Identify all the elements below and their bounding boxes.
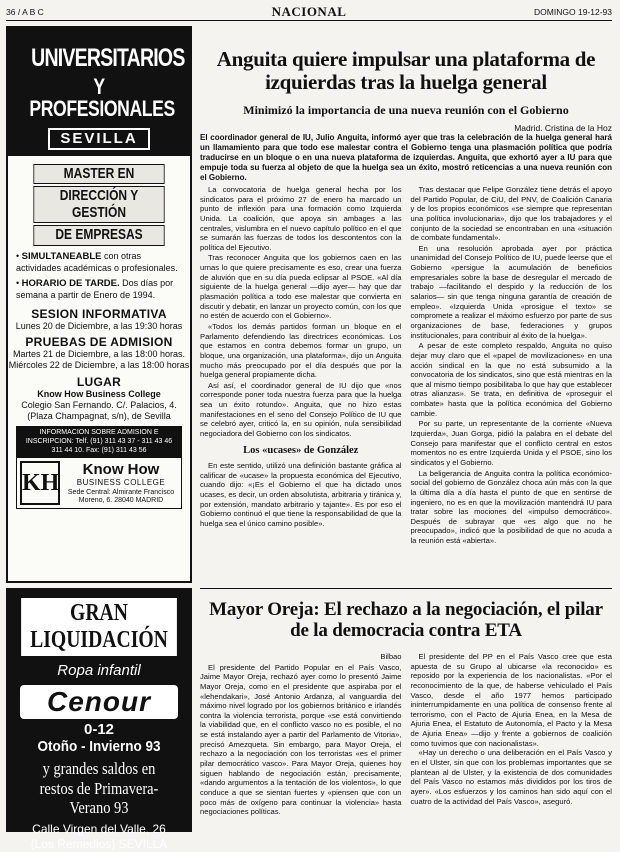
- article-2-body: [200, 652, 612, 834]
- paragraph: En una resolución aprobada ayer por práctica unanimidad del Consejo Político de IU, puede leerse que el Gobierno «persigue la acumulación de beneficios empresariales sobre la base de desregular el mercado de trabajo —facilitando el despido y la reducción de los salarios— sin que tenga ninguna garantía de creación de empleo». «Izquierda Unida «prosigue el texto» se compromete a realizar el máximo esfuerzo por parte de sus organizaciones de base, federaciones y grupos institucionales, para contribuir al éxito de la huelga».: [410, 243, 612, 340]
- brand-sub: BUSINESS COLLEGE: [76, 477, 166, 487]
- paragraph: Por su parte, un representante de la corriente «Nueva Izquierda», Juan Gorga, pidió la palabra en el debate del Consejo para manifestar que el conflicto central en estos momentos no es entre Izquierda Unida y el PSOE, sino los sindicatos y el Gobierno.: [410, 419, 612, 467]
- sale-title: GRAN LIQUIDACIÓN: [21, 598, 177, 656]
- bullet-text: Dos días por semana a partir de Enero de 1994.: [16, 277, 174, 300]
- paragraph: En este sentido, utilizó una definición bastante gráfica al calificar de «ucase» la propuesta económica del Ejecutivo, cuando dijo: «¡Es el Gobierno el que ha dictado unos ucases, es decir, un orden absolutista, arbitraria y tiránica y, por extensión, mandato arbitrario y tajante». Es por eso el Gobierno continuó el que tiene la responsabilidad de que la huelga sea el único camino posible».: [200, 460, 402, 528]
- sale-line: Ropa infantil: [57, 662, 141, 679]
- paragraph: El presidente del PP en el País Vasco cree que esta apuesta de su Grupo al ubicarse «la reconocido» es reposido por la experiencia de los nacionalistas. «Por el reconocimiento de la que, de haberse vehiculado el País Vasco, desde el año 1977 hemos participado ininterrumpidamente en una política de consenso frente al terrorismo, con el Pacto de Ajuria Enea, en la Mesa de Ajuria Enea, el Estatuto de Autonomía, el Pacto y la Mesa de Ajuria Enea» —dijo y frente a gobiernos de coalición como tuvimos que con nacionalistas».: [410, 652, 612, 748]
- page-number: 36 / A B C: [6, 7, 44, 17]
- article-1-column-1: [200, 185, 402, 583]
- knowhow-logo-icon: KH: [20, 461, 60, 505]
- paragraph: «Todos los demás partidos forman un bloque en el Parlamento defendiendo las directrices económicas. Los que estamos en contra debemos formar un grupo, un bloque, una organización, una plataforma», dijo un Anguita mucho más preocupado por el día después que por la huelga general propiamente dicha.: [200, 321, 402, 380]
- article-1-lead: El coordinador general de IU, Julio Anguita, informó ayer que tras la celebración de la huelga general hará un llamamiento para que todo ese malestar contra el Gobierno tenga una plasmación política que podría traducirse en un bloque o en una nueva plataforma de izquierdas. Anguita, que exhortó ayer a IU para que empuje toda su fuerza al objeto de que la huelga sea un éxito, mostró reticencias a una nueva reunión con el Gobierno.: [200, 133, 612, 183]
- info-header: INFORMACION SOBRE ADMISION E INSCRIPCION: Telf. (91) 311 43 37 - 311 43 46 311 44 10. Fax: (91) 311 43 56: [17, 427, 181, 457]
- master-line: MASTER EN: [33, 164, 164, 185]
- article-1-subhead: Los «ucases» de González: [243, 444, 359, 456]
- hq-address: Sede Central: Almirante Francisco Moreno, 6. 28040 MADRID: [67, 488, 175, 505]
- brand-block: [64, 461, 178, 506]
- paragraph: La convocatoria de huelga general hecha por los sindicatos para el próximo 27 de enero ha marcado un punto de inflexión para una formación como Izquierda Unida. La coalición, que apoya sin ambages a las centrales, vislumbra en el nuevo capítulo político en el que se sumarán las fuerzas de todos los descontentos con la política del Ejecutivo.: [200, 185, 402, 252]
- tests-block: [8, 335, 190, 372]
- info-box: [16, 426, 182, 509]
- place-name: Know How Business College: [37, 388, 161, 399]
- master-title: [33, 164, 164, 246]
- bullet-bold: SIMULTANEABLE: [21, 250, 102, 262]
- session-title: SESION INFORMATIVA: [31, 306, 167, 321]
- ad-title-2: Y PROFESIONALES: [29, 73, 175, 121]
- page-header: [6, 4, 612, 18]
- sale-season: Otoño - Invierno 93: [37, 738, 161, 755]
- place-text: Colegio San Fernando. C/. Palacios, 4. (Plaza Champagnat, s/n), de Sevilla: [21, 399, 177, 422]
- section-title: NACIONAL: [271, 4, 347, 19]
- issue-date: DOMINGO 19-12-93: [534, 7, 612, 17]
- article-2-headline: Mayor Oreja: El rechazo a la negociación, el pilar de la democracia contra ETA: [209, 599, 603, 641]
- paragraph: El presidente del Partido Popular en el País Vasco, Jaime Mayor Oreja, rechazó ayer como lo presentó Jaime Mayor Oreja, como en el presidente que aspiraba por el «lehendakari», José Antonio Ardanza, al vanguardia del máximo nivel logrado por los gobiernos británico e irlandés contra la violencia terrorista, porque «se está convirtiendo la viabilidad que, en el conflicto vasco no es posible, el no se está instalando ayer a partir del Parlamento de Vitoria», precisó Amezqueta. Sin embargo, para Mayor Oreja, el rechazo a la negociación con los terroristas «es el primer pilar democrático vasco». Para Mayor Oreja, quienes hoy siguen hablando de negociación están, precisamente, «dando argumentos a la tentación de los violentos», lo que conduce a que se sientan fuertes y «piensen que con un poco más de oxígeno para continuar la violencia» hasta negociaciones políticas.: [200, 662, 402, 817]
- sale-saldos: y grandes saldos en restos de Primavera-Verano 93: [39, 759, 159, 818]
- article-1-column-2: [411, 185, 613, 583]
- paragraph: Así así, el coordinador general de IU dijo que «nos corresponde poner toda nuestra fuerza para que la huelga sea un éxito rotundo». Anguita, que no hizo estas manifestaciones en el seno del Consejo Político de IU que se celebró ayer, criticó la, en su opinión, nula sensibilidad negociadora del Gobierno con los sindicatos.: [200, 380, 402, 439]
- bullet-text: con otras actividades académicas o profesionales.: [16, 250, 178, 273]
- sale-address-1: Calle Virgen del Valle, 26: [32, 821, 166, 836]
- article-1-body: [200, 185, 612, 583]
- paragraph: Tras reconocer Anguita que los gobiernos caen en las urnas lo que quiere precisamente es eso, crear una fuerza de aluvión que en su día pueda eclipsar al PSOE. «Al día siguiente de la huelga general —dijo ayer— hay que dar plasmación política a todo ese malestar que convierta en discutir y debatir, en lanzar un proyecto común, con los que no estén de acuerdo con el Gobierno».: [200, 253, 402, 321]
- ad-city: SEVILLA: [48, 128, 149, 149]
- paragraph: La beligerancia de Anguita contra la política económico-social del gobierno de González choca aún más con la que la última día a día hasta el punto de que en sentirse de ingeniero, no es en que la movilización mantendrá IU para tratar sobre las mociones del «impulso democrático». Después de subrayar que «es algo que no he preocupado», indicó que la posibilidad de que no acuda a la reunión está «abierta».: [410, 468, 612, 546]
- sale-age: 0-12: [83, 721, 115, 738]
- session-block: [8, 307, 190, 332]
- article-2-column-2: [411, 652, 613, 834]
- ad-bullet: • SIMULTANEABLE con otras actividades académicas o profesionales.: [16, 250, 178, 273]
- article-1-deck: Minimizó la importancia de una nueva reunión con el Gobierno: [243, 103, 569, 117]
- tests-title: PRUEBAS DE ADMISION: [25, 335, 173, 350]
- master-line: DE EMPRESAS: [33, 225, 164, 246]
- paragraph: Tras destacar que Felipe González tiene detrás el apoyo del Partido Popular, de CiU, del PNV, de Coalición Canaria y de los propios económicos «se siempre que representan una política involucionaria», dijo que los trabajadores y el conjunto de la sociedad se encontraban en una «situación de combate fundamental».: [410, 185, 612, 243]
- master-line: DIRECCIÓN Y GESTIÓN: [33, 186, 164, 223]
- paragraph: A pesar de este completo respaldo, Anguita no quiso dejar muy claro que el «papel de movilizaciones» en una acción sindical en la que no está subsumido a la convocatoria de los sindicatos, sino que está mientras en la que al mismo tiempo posibilitaba lo que hay que establecer otras alianzas». Se trata, en definitiva de «proseguir el combate» hasta que la política económica del Gobierno cambie.: [410, 341, 612, 418]
- ad-bullet: • HORARIO DE TARDE. Dos días por semana a partir de Enero de 1994.: [16, 277, 174, 300]
- article-1-headline: Anguita quiere impulsar una plataforma de izquierdas tras la huelga general: [216, 47, 596, 95]
- sale-brand-logo: Cenour: [20, 685, 178, 719]
- session-text: Lunes 20 de Diciembre, a las 19:30 horas: [15, 320, 183, 331]
- paragraph: «Hay un derecho o una deliberación en el País Vasco y en el Ulster, sin que con los problemas importantes que se plantean al de Ulster, y la existencia de dos comunidades del País Vasco no estamos más divididos por los tiros de ayer». «Los esfuerzos y los caminos han sido aquí con el cuatro de la actividad del País Vasco», aseguró.: [410, 748, 612, 806]
- ad-title-1: UNIVERSITARIOS: [31, 44, 185, 72]
- place-block: [8, 375, 190, 423]
- ad-title-block: [8, 28, 190, 156]
- place-title: LUGAR: [76, 374, 122, 389]
- brand-name: Know How: [82, 460, 160, 478]
- sale-ad[interactable]: [6, 588, 192, 851]
- tests-text: Martes 21 de Diciembre, a las 18:00 horas. Miércoles 22 de Diciembre, a las 18:00 horas: [8, 349, 190, 371]
- article-2-dateline: Bilbao: [380, 652, 402, 661]
- bullet-bold: HORARIO DE TARDE.: [21, 277, 120, 289]
- article-1-byline: Madrid. Cristina de la Hoz: [514, 123, 612, 133]
- article-separator: [200, 588, 612, 589]
- header-rule: [6, 20, 612, 21]
- sale-address-2: (Los Remedios) SEVILLA: [30, 836, 168, 851]
- article-2-column-1: [200, 652, 402, 834]
- university-ad[interactable]: [6, 26, 192, 583]
